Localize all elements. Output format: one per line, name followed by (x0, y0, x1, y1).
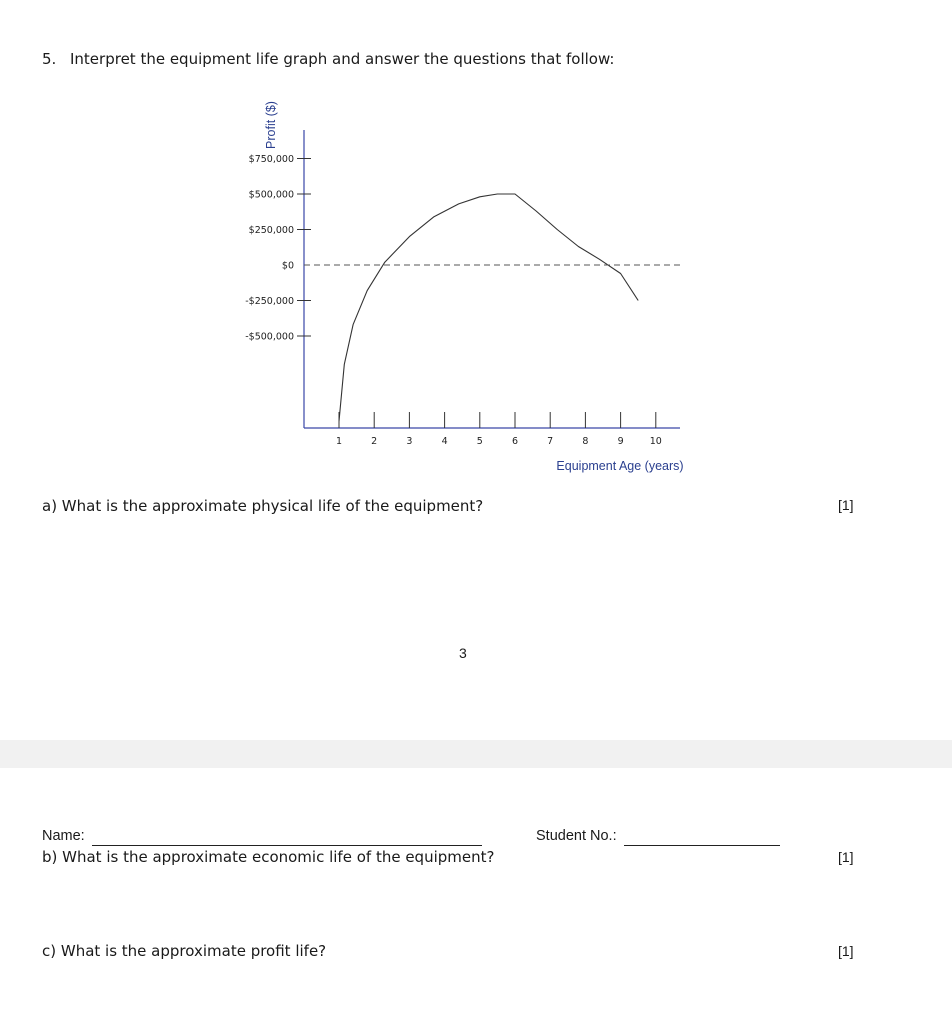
chart-svg (230, 80, 700, 480)
page-2 (0, 768, 952, 1024)
y-tick-label: $500,000 (248, 189, 294, 201)
student-number-label: Student No.: (536, 828, 617, 844)
x-tick-label: 10 (649, 436, 662, 447)
y-axis-title: Profit ($) (264, 101, 278, 149)
question-c-text: c) What is the approximate profit life? (42, 942, 327, 960)
question-b-marks: [1] (838, 849, 854, 865)
x-tick-label: 8 (582, 436, 589, 447)
y-tick-label: -$500,000 (245, 331, 294, 343)
y-tick-label: $0 (281, 260, 294, 272)
question-number: 5. (42, 50, 57, 68)
question-a-marks: [1] (838, 497, 854, 513)
profit-curve (339, 194, 638, 421)
y-tick-label: $750,000 (248, 154, 294, 165)
y-tick-label: $250,000 (248, 225, 294, 236)
page-number: 3 (459, 645, 467, 661)
page-separator (0, 740, 952, 768)
x-tick-label: 9 (617, 436, 624, 447)
name-label: Name: (42, 828, 85, 844)
question-a-text: a) What is the approximate physical life of the equipment? (42, 497, 484, 515)
question-c-marks: [1] (838, 943, 854, 959)
x-tick-label: 5 (476, 436, 483, 447)
name-field-line[interactable] (92, 845, 482, 846)
x-tick-label: 2 (371, 436, 378, 447)
y-tick-label: -$250,000 (245, 296, 294, 307)
x-axis-title: Equipment Age (years) (556, 459, 684, 473)
student-number-field-line[interactable] (624, 845, 780, 846)
question-text: Interpret the equipment life graph and answer the questions that follow: (70, 50, 615, 68)
question-b-text: b) What is the approximate economic life of the equipment? (42, 848, 495, 866)
x-tick-label: 4 (441, 436, 448, 447)
equipment-life-chart (230, 80, 700, 480)
x-tick-label: 1 (335, 436, 343, 447)
x-tick-label: 6 (511, 436, 519, 447)
x-tick-label: 3 (406, 436, 413, 447)
x-tick-label: 7 (547, 436, 554, 447)
